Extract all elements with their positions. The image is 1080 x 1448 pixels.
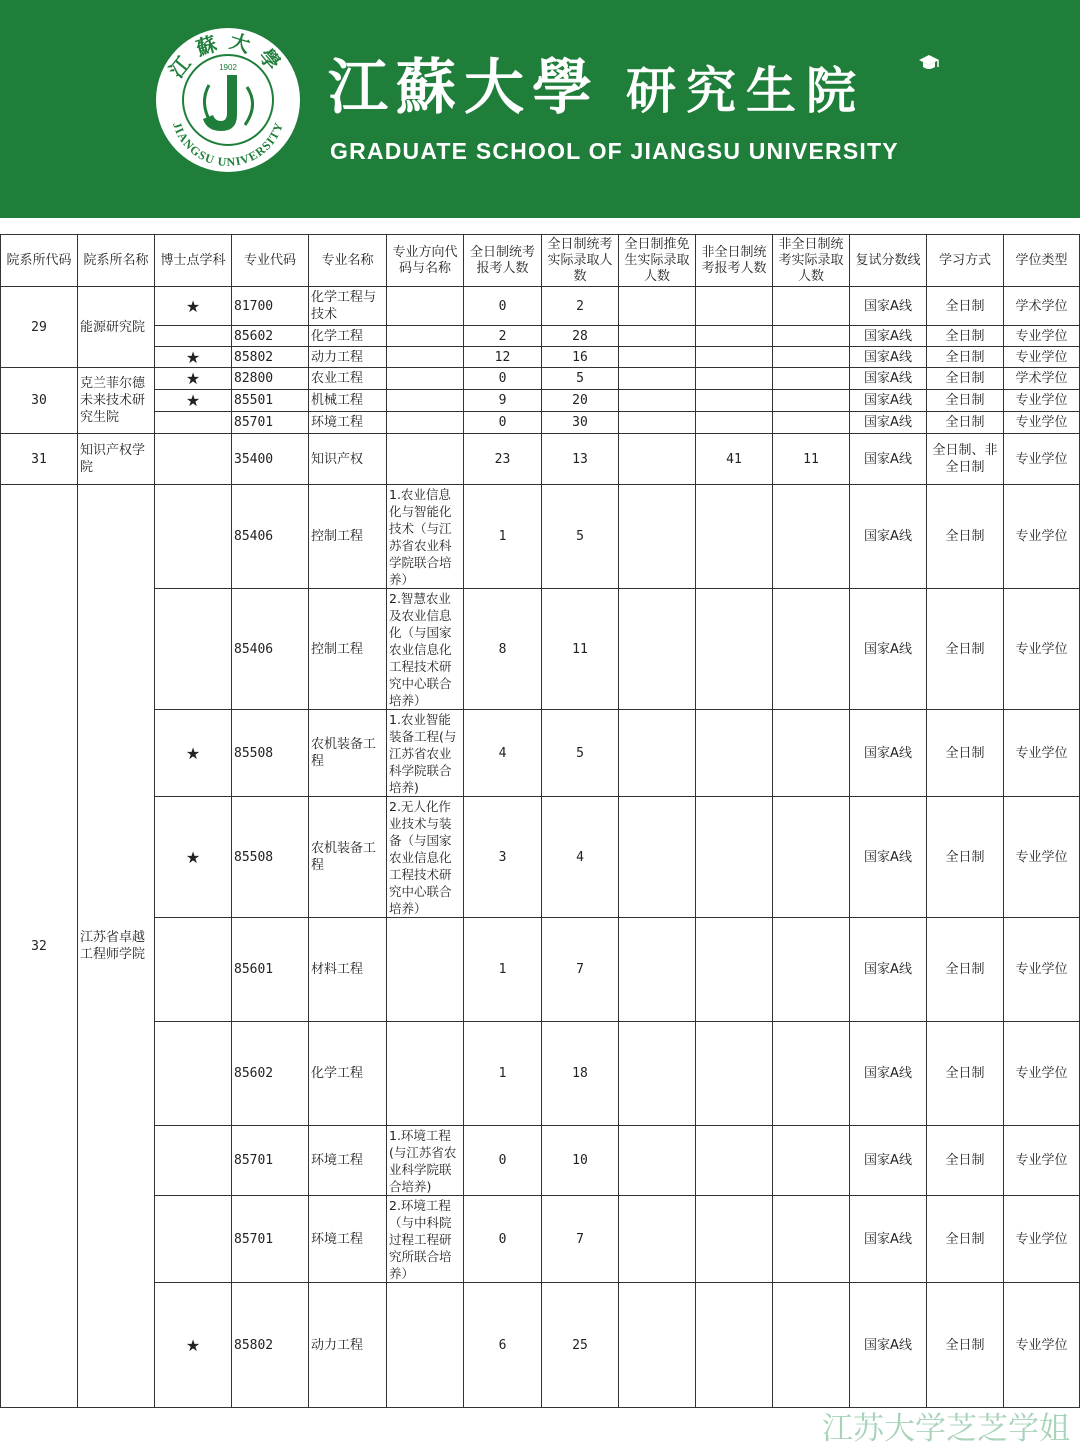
degree-type: 专业学位 [1004,485,1080,589]
table-row [1,1283,1080,1408]
banner-title-cn [328,40,866,126]
direction [387,390,464,412]
ft-applicants: 1 [464,918,542,1022]
exempt-admitted [619,390,696,412]
major-name: 控制工程 [309,589,387,710]
pt-applicants [696,1283,773,1408]
major-name: 动力工程 [309,1283,387,1408]
ft-admitted: 5 [542,368,619,390]
pt-applicants [696,1022,773,1126]
major-name: 环境工程 [309,412,387,434]
ft-applicants: 0 [464,1196,542,1283]
phd-star-cell [155,918,232,1022]
ft-applicants: 6 [464,1283,542,1408]
pt-applicants [696,287,773,326]
col-header: 院系所代码 [1,235,78,287]
exempt-admitted [619,710,696,797]
phd-star-cell [155,326,232,347]
ft-applicants: 4 [464,710,542,797]
pt-admitted [773,1022,850,1126]
major-code: 85701 [232,1126,309,1196]
pt-admitted [773,485,850,589]
ft-applicants: 0 [464,412,542,434]
banner-title-en: GRADUATE SCHOOL OF JIANGSU UNIVERSITY [330,138,899,164]
exempt-admitted [619,1022,696,1126]
pt-applicants [696,589,773,710]
degree-type: 专业学位 [1004,434,1080,485]
dept-name: 能源研究院 [78,287,155,368]
degree-type: 专业学位 [1004,390,1080,412]
ft-admitted: 7 [542,918,619,1022]
col-header: 学习方式 [927,235,1004,287]
score-line: 国家A线 [850,434,927,485]
exempt-admitted [619,485,696,589]
phd-star-cell: ★ [155,797,232,918]
col-header: 全日制统考报考人数 [464,235,542,287]
col-header: 专业方向代码与名称 [387,235,464,287]
phd-star-cell [155,412,232,434]
major-name: 机械工程 [309,390,387,412]
pt-applicants [696,1126,773,1196]
study-mode: 全日制 [927,1283,1004,1408]
dept-code: 30 [1,368,78,434]
direction [387,412,464,434]
table-row [1,1196,1080,1283]
university-name: 江蘇大學 [328,53,600,123]
score-line: 国家A线 [850,1283,927,1408]
major-code: 85406 [232,485,309,589]
table-row [1,326,1080,347]
pt-applicants [696,347,773,368]
dept-name: 江苏省卓越工程师学院 [78,485,155,1408]
ft-applicants: 0 [464,368,542,390]
phd-star-cell [155,1126,232,1196]
dept-code: 31 [1,434,78,485]
degree-type: 专业学位 [1004,347,1080,368]
ft-admitted: 4 [542,797,619,918]
direction: 2.无人化作业技术与装备（与国家农业信息化工程技术研究中心联合培养） [387,797,464,918]
seal-text-en: JIANGSU UNIVERSITY [169,119,287,170]
major-code: 85501 [232,390,309,412]
pt-admitted: 11 [773,434,850,485]
degree-type: 专业学位 [1004,1283,1080,1408]
watermark: 江苏大学芝芝学姐 [822,1411,1070,1447]
study-mode: 全日制 [927,326,1004,347]
exempt-admitted [619,368,696,390]
major-name: 农机装备工程 [309,710,387,797]
col-header: 非全日制统考报考人数 [696,235,773,287]
ft-admitted: 13 [542,434,619,485]
pt-admitted [773,347,850,368]
study-mode: 全日制 [927,1126,1004,1196]
table-row [1,1126,1080,1196]
pt-applicants [696,485,773,589]
study-mode: 全日制、非全日制 [927,434,1004,485]
ft-applicants: 3 [464,797,542,918]
score-line: 国家A线 [850,589,927,710]
pt-admitted [773,918,850,1022]
study-mode: 全日制 [927,368,1004,390]
direction [387,287,464,326]
score-line: 国家A线 [850,412,927,434]
pt-applicants: 41 [696,434,773,485]
study-mode: 全日制 [927,287,1004,326]
table-row [1,390,1080,412]
table-body [1,287,1080,1408]
ft-admitted: 10 [542,1126,619,1196]
score-line: 国家A线 [850,390,927,412]
major-code: 85602 [232,1022,309,1126]
exempt-admitted [619,326,696,347]
major-name: 环境工程 [309,1126,387,1196]
table-row [1,412,1080,434]
major-name: 农业工程 [309,368,387,390]
major-name: 材料工程 [309,918,387,1022]
score-line: 国家A线 [850,710,927,797]
phd-star-cell: ★ [155,390,232,412]
score-line: 国家A线 [850,918,927,1022]
degree-type: 学术学位 [1004,287,1080,326]
exempt-admitted [619,918,696,1022]
col-header: 博士点学科 [155,235,232,287]
direction [387,918,464,1022]
ft-applicants: 0 [464,287,542,326]
graduate-school-name: 研究生院 [626,61,866,120]
phd-star-cell [155,1196,232,1283]
exempt-admitted [619,347,696,368]
major-code: 85701 [232,1196,309,1283]
direction [387,326,464,347]
table-row [1,918,1080,1022]
pt-admitted [773,1283,850,1408]
ft-admitted: 30 [542,412,619,434]
major-code: 85508 [232,797,309,918]
ft-admitted: 20 [542,390,619,412]
major-code: 82800 [232,368,309,390]
pt-applicants [696,412,773,434]
major-name: 环境工程 [309,1196,387,1283]
pt-applicants [696,326,773,347]
score-line: 国家A线 [850,1196,927,1283]
exempt-admitted [619,434,696,485]
direction [387,368,464,390]
pt-applicants [696,918,773,1022]
exempt-admitted [619,287,696,326]
study-mode: 全日制 [927,589,1004,710]
phd-star-cell [155,434,232,485]
ft-admitted: 5 [542,710,619,797]
score-line: 国家A线 [850,368,927,390]
major-name: 农机装备工程 [309,797,387,918]
study-mode: 全日制 [927,412,1004,434]
exempt-admitted [619,797,696,918]
ft-applicants: 0 [464,1126,542,1196]
ft-admitted: 5 [542,485,619,589]
degree-type: 专业学位 [1004,589,1080,710]
score-line: 国家A线 [850,1126,927,1196]
table-header-row [1,235,1080,287]
pt-admitted [773,589,850,710]
ft-admitted: 16 [542,347,619,368]
degree-type: 专业学位 [1004,918,1080,1022]
table-row [1,368,1080,390]
major-code: 85701 [232,412,309,434]
pt-applicants [696,797,773,918]
degree-type: 学术学位 [1004,368,1080,390]
major-name: 知识产权 [309,434,387,485]
score-line: 国家A线 [850,1022,927,1126]
pt-applicants [696,1196,773,1283]
seal-text: 江蘇大學 [164,28,292,83]
graduation-cap-icon [918,52,940,74]
degree-type: 专业学位 [1004,1022,1080,1126]
dept-name: 知识产权学院 [78,434,155,485]
phd-star-cell: ★ [155,1283,232,1408]
col-header: 非全日制统考实际录取人数 [773,235,850,287]
study-mode: 全日制 [927,1022,1004,1126]
phd-star-cell: ★ [155,347,232,368]
pt-applicants [696,390,773,412]
ft-applicants: 23 [464,434,542,485]
ft-admitted: 2 [542,287,619,326]
seal-year: 1902 [219,63,237,72]
ft-admitted: 18 [542,1022,619,1126]
direction [387,434,464,485]
major-name: 化学工程 [309,1022,387,1126]
admission-table [0,234,1080,1408]
score-line: 国家A线 [850,797,927,918]
study-mode: 全日制 [927,710,1004,797]
phd-star-cell: ★ [155,710,232,797]
pt-admitted [773,287,850,326]
study-mode: 全日制 [927,797,1004,918]
major-name: 动力工程 [309,347,387,368]
major-code: 81700 [232,287,309,326]
dept-name: 克兰菲尔德未来技术研究生院 [78,368,155,434]
major-name: 化学工程 [309,326,387,347]
phd-star-cell [155,485,232,589]
phd-star-cell: ★ [155,287,232,326]
direction: 1.农业智能装备工程(与江苏省农业科学院联合培养) [387,710,464,797]
exempt-admitted [619,1196,696,1283]
col-header: 全日制统考实际录取人数 [542,235,619,287]
ft-applicants: 1 [464,485,542,589]
table-row [1,710,1080,797]
score-line: 国家A线 [850,326,927,347]
col-header: 专业名称 [309,235,387,287]
ft-admitted: 11 [542,589,619,710]
exempt-admitted [619,589,696,710]
pt-admitted [773,412,850,434]
table-row [1,287,1080,326]
major-code: 85802 [232,347,309,368]
phd-star-cell: ★ [155,368,232,390]
ft-applicants: 9 [464,390,542,412]
exempt-admitted [619,1283,696,1408]
degree-type: 专业学位 [1004,1196,1080,1283]
major-name: 控制工程 [309,485,387,589]
major-code: 85802 [232,1283,309,1408]
degree-type: 专业学位 [1004,326,1080,347]
ft-admitted: 25 [542,1283,619,1408]
exempt-admitted [619,412,696,434]
pt-admitted [773,710,850,797]
university-seal-icon [155,27,301,173]
ft-applicants: 8 [464,589,542,710]
study-mode: 全日制 [927,347,1004,368]
degree-type: 专业学位 [1004,797,1080,918]
major-code: 85602 [232,326,309,347]
study-mode: 全日制 [927,485,1004,589]
degree-type: 专业学位 [1004,412,1080,434]
pt-applicants [696,368,773,390]
ft-applicants: 2 [464,326,542,347]
direction: 2.环境工程（与中科院过程工程研究所联合培养） [387,1196,464,1283]
col-header: 专业代码 [232,235,309,287]
pt-admitted [773,326,850,347]
pt-admitted [773,1196,850,1283]
pt-admitted [773,797,850,918]
table-row [1,434,1080,485]
major-name: 化学工程与技术 [309,287,387,326]
table-row [1,1022,1080,1126]
major-code: 85601 [232,918,309,1022]
direction [387,1022,464,1126]
direction: 2.智慧农业及农业信息化（与国家农业信息化工程技术研究中心联合培养） [387,589,464,710]
pt-applicants [696,710,773,797]
direction [387,1283,464,1408]
major-code: 35400 [232,434,309,485]
col-header: 院系所名称 [78,235,155,287]
col-header: 复试分数线 [850,235,927,287]
col-header: 学位类型 [1004,235,1080,287]
dept-code: 29 [1,287,78,368]
study-mode: 全日制 [927,918,1004,1022]
direction [387,347,464,368]
study-mode: 全日制 [927,1196,1004,1283]
ft-admitted: 7 [542,1196,619,1283]
ft-applicants: 1 [464,1022,542,1126]
study-mode: 全日制 [927,390,1004,412]
table-row [1,485,1080,589]
score-line: 国家A线 [850,287,927,326]
ft-admitted: 28 [542,326,619,347]
degree-type: 专业学位 [1004,710,1080,797]
phd-star-cell [155,589,232,710]
score-line: 国家A线 [850,485,927,589]
table-row [1,589,1080,710]
dept-code: 32 [1,485,78,1408]
col-header: 全日制推免生实际录取人数 [619,235,696,287]
score-line: 国家A线 [850,347,927,368]
exempt-admitted [619,1126,696,1196]
pt-admitted [773,368,850,390]
phd-star-cell [155,1022,232,1126]
table-row [1,797,1080,918]
degree-type: 专业学位 [1004,1126,1080,1196]
pt-admitted [773,1126,850,1196]
direction: 1.环境工程(与江苏省农业科学院联合培养) [387,1126,464,1196]
direction: 1.农业信息化与智能化技术（与江苏省农业科学院联合培养） [387,485,464,589]
ft-applicants: 12 [464,347,542,368]
major-code: 85508 [232,710,309,797]
header-banner [0,0,1080,218]
pt-admitted [773,390,850,412]
major-code: 85406 [232,589,309,710]
table-row [1,347,1080,368]
